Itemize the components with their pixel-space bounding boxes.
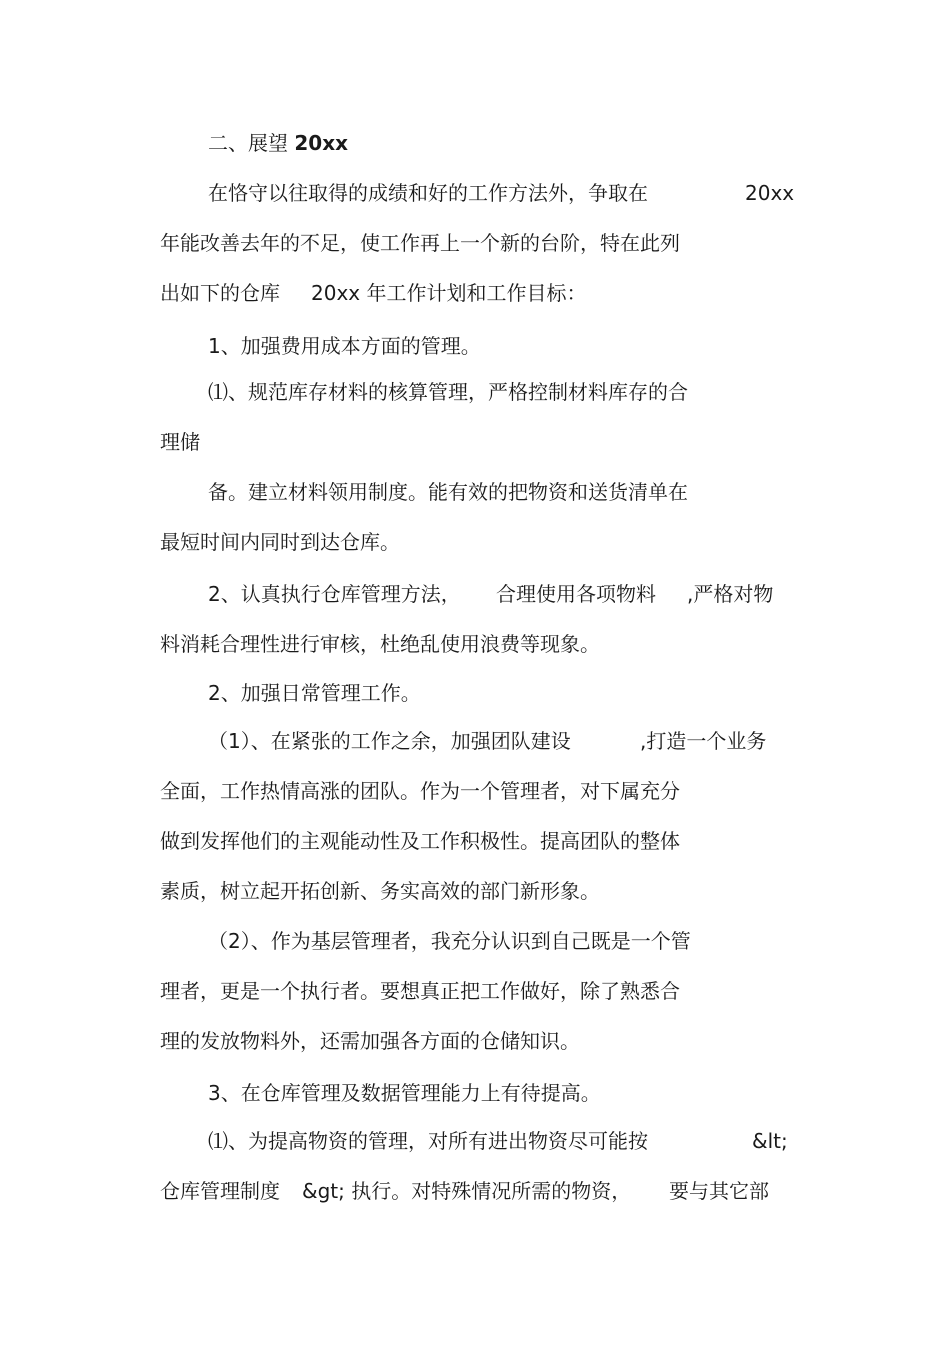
paragraph-line: 全面，工作热情高涨的团队。作为一个管理者，对下属充分 <box>160 779 680 803</box>
paragraph-line: 2、认真执行仓库管理方法， <box>208 582 461 606</box>
paragraph-line: ⑴、为提高物资的管理，对所有进出物资尽可能按 <box>208 1129 648 1153</box>
paragraph-line: 备。建立材料领用制度。能有效的把物资和送货清单在 <box>208 480 688 504</box>
heading-prefix: 二、展望 <box>208 131 288 155</box>
paragraph-line: 做到发挥他们的主观能动性及工作积极性。提高团队的整体 <box>160 829 680 853</box>
paragraph-line: &lt; <box>752 1129 788 1153</box>
list-item-heading: 3、在仓库管理及数据管理能力上有待提高。 <box>208 1081 601 1105</box>
paragraph-line: 20xx <box>745 181 795 205</box>
paragraph-line: 理储 <box>160 430 200 454</box>
paragraph-line: 出如下的仓库 <box>160 281 280 305</box>
list-item-heading: 2、加强日常管理工作。 <box>208 681 421 705</box>
paragraph-line: ,打造一个业务 <box>640 729 767 753</box>
paragraph-line: （2）、作为基层管理者，我充分认识到自己既是一个管 <box>208 929 691 953</box>
paragraph-line: 料消耗合理性进行审核，杜绝乱使用浪费等现象。 <box>160 632 600 656</box>
paragraph-line: 年能改善去年的不足，使工作再上一个新的台阶，特在此列 <box>160 231 680 255</box>
paragraph-line: 合理使用各项物料 <box>496 582 656 606</box>
paragraph-line: （1）、在紧张的工作之余，加强团队建设 <box>208 729 571 753</box>
paragraph-line: 20xx 年工作计划和工作目标： <box>311 281 587 305</box>
paragraph-line: ,严格对物 <box>687 582 774 606</box>
paragraph-line: 最短时间内同时到达仓库。 <box>160 530 400 554</box>
section-heading <box>208 130 348 156</box>
paragraph-line: 在恪守以往取得的成绩和好的工作方法外，争取在 <box>208 181 648 205</box>
paragraph-line: 理者，更是一个执行者。要想真正把工作做好，除了熟悉合 <box>160 979 680 1003</box>
paragraph-line: &gt; 执行。对特殊情况所需的物资， <box>302 1179 632 1203</box>
paragraph-line: 素质，树立起开拓创新、务实高效的部门新形象。 <box>160 879 600 903</box>
paragraph-line: 仓库管理制度 <box>160 1179 280 1203</box>
paragraph-line: 理的发放物料外，还需加强各方面的仓储知识。 <box>160 1029 580 1053</box>
paragraph-line: 要与其它部 <box>669 1179 769 1203</box>
heading-year: 20xx <box>294 131 348 155</box>
list-item-heading: 1、加强费用成本方面的管理。 <box>208 334 481 358</box>
paragraph-line: ⑴、规范库存材料的核算管理，严格控制材料库存的合 <box>208 380 688 404</box>
